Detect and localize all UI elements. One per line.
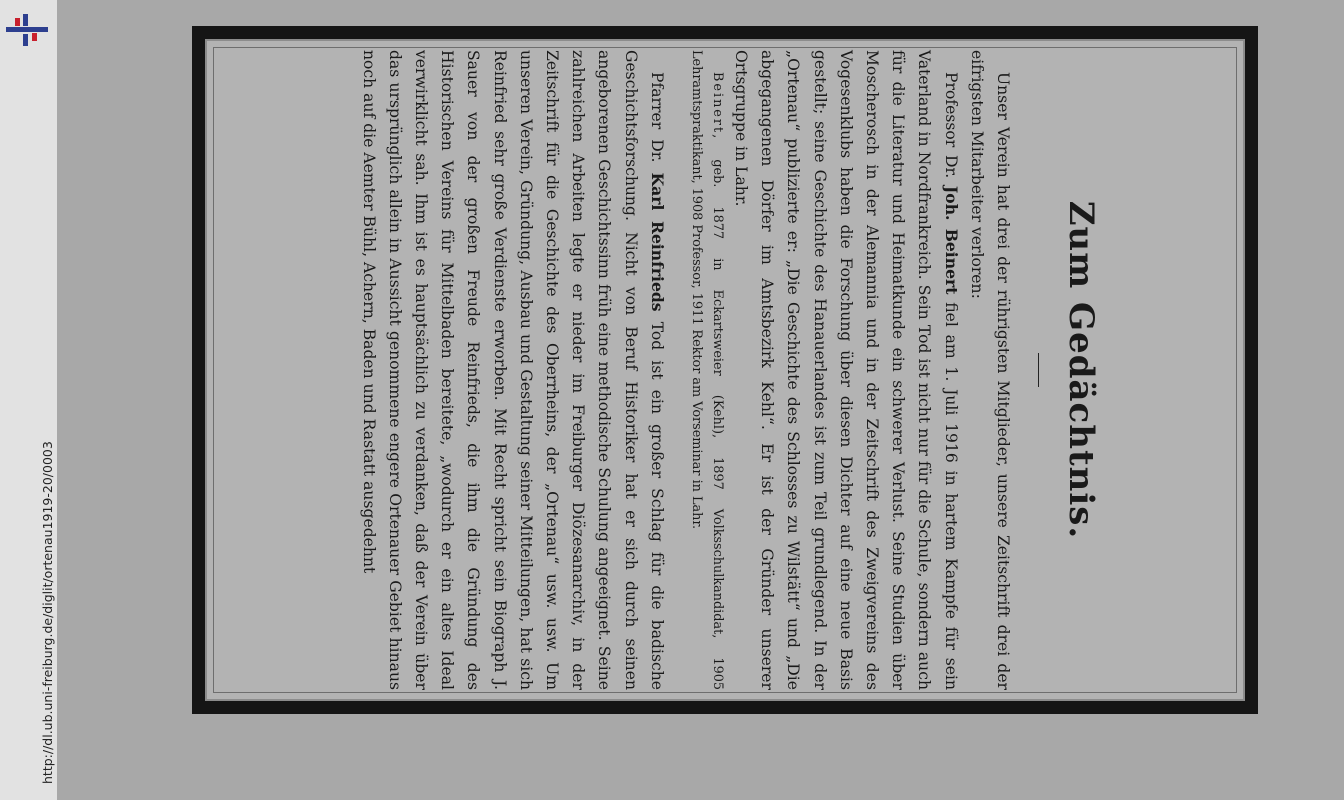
ub-freiburg-logo-icon[interactable] — [6, 10, 48, 50]
title-divider — [1038, 353, 1039, 387]
reinfried-paragraph — [355, 50, 669, 690]
beinert-prefix: Professor Dr. — [941, 72, 960, 186]
beinert-name: Joh. Beinert — [941, 185, 961, 295]
beinert-bio — [686, 50, 728, 690]
document-url[interactable]: http://dl.ub.uni-freiburg.de/diglit/ortenau1919-20/0003 — [40, 441, 55, 784]
viewer-sidebar — [0, 0, 57, 800]
beinert-text: fiel am 1. Juli 1916 in hartem Kampfe für sein Vaterland in Nordfrankreich. Sein Tod ist nicht nur für die Schule, sondern auch für die Literatur und Heimatkunde ein schwerer Verlust. Seine Studien über Moscherosch in der Alemannia und in der Zeitschrift des Zweigvereins des Vogesenklubs haben die Forschung über diesen Dichter auf eine neue Basis gestellt; seine Geschichte des Hanauerlandes ist zum Teil grundlegend. In der „Ortenau“ publizierte er: „Die Geschichte des Schlosses zu Wilstätt“ und „Die abgegangenen Dörfer im Amtsbezirk Kehl“. Er ist der Gründer unserer Ortsgruppe in Lahr. — [731, 50, 960, 690]
reinfried-prefix: Pfarrer Dr. — [647, 72, 666, 173]
rotated-page-content — [359, 50, 1105, 690]
page-title: Zum Gedächtnis. — [1061, 200, 1101, 540]
beinert-bio-name: Beinert, — [709, 72, 725, 141]
beinert-bio-text: geb. 1877 in Eckartsweier (Kehl), 1897 Volksschulkandidat, 1905 Lehramtspraktikant, 1908 Professor, 1911 Rektor am Vorseminar in Lahr. — [688, 50, 725, 690]
intro-paragraph: Unser Verein hat drei der rührigsten Mitglieder, unsere Zeitschrift drei der eifrigsten Mitarbeiter verloren: — [967, 50, 1012, 690]
reinfried-name: Karl Reinfrieds — [647, 172, 667, 312]
beinert-paragraph — [728, 50, 964, 690]
reinfried-text: Tod ist ein großer Schlag für die badische Geschichtsforschung. Nicht von Beruf Historiker hat er sich durch seinen angeborenen Geschichtssinn früh eine methodische Schulung angeeignet. Seine zahlreichen Arbeiten legte er nieder im Freiburger Diözesanarchiv, in der Zeitschrift für die Geschichte des Oberrheins, der „Ortenau“ usw. usw. Um unseren Verein, Gründung, Ausbau und Gestaltung seiner Mitteilungen, hat sich Reinfried sehr große Verdienste erworben. Mit Recht spricht sein Biograph J. Sauer von der großen Freude Reinfrieds, die ihm die Gründung des Historischen Vereins für Mittelbaden bereitete, „wodurch er ein altes Ideal verwirklicht sah. Ihm ist es hauptsächlich zu verdanken, daß der Verein über das ursprünglich allein in Aussicht genommene engere Ortenauer Gebiet hinaus noch auf die Aemter Bühl, Achern, Baden und Rastatt ausgedehnt — [359, 50, 666, 690]
